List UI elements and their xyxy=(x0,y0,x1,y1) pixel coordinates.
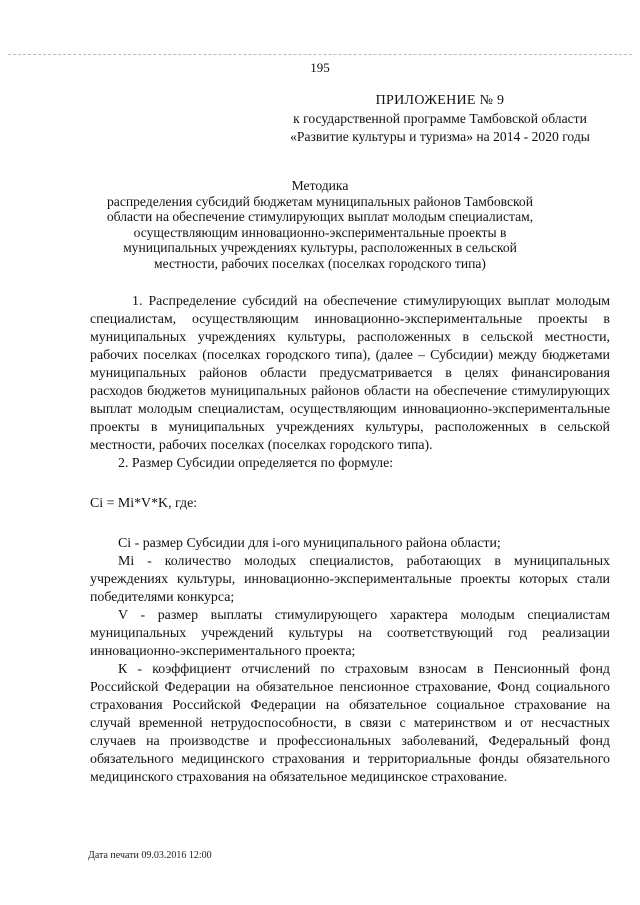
methodology-heading xyxy=(90,178,550,271)
appendix-line-2: «Развитие культуры и туризма» на 2014 - 2020 годы xyxy=(290,129,590,144)
methodology-subtitle-line: осуществляющим инновационно-экспериментальные проекты в xyxy=(133,224,507,240)
print-date: Дата печати 09.03.2016 12:00 xyxy=(88,850,212,861)
appendix-header xyxy=(250,92,630,146)
methodology-subtitle-line: муниципальных учреждениях культуры, расположенных в сельской xyxy=(123,240,517,255)
page-number: 195 xyxy=(310,60,330,75)
methodology-subtitle-line: области на обеспечение стимулирующих выплат молодым специалистам, xyxy=(106,209,534,224)
definition-v: V - размер выплаты стимулирующего характера молодым специалистам муниципальных учреждений культуры на соответствующий год реализации инновационно-экспериментального проекта; xyxy=(90,608,610,659)
methodology-title: Методика xyxy=(291,178,349,193)
methodology-subtitle-line: местности, рабочих поселках (поселках городского типа) xyxy=(154,255,486,271)
top-divider xyxy=(8,54,632,55)
document-body xyxy=(90,293,610,787)
appendix-line-1: к государственной программе Тамбовской области xyxy=(293,111,587,126)
paragraph-1: 1. Распределение субсидий на обеспечение стимулирующих выплат молодым специалистам, осуществляющим инновационно-экспериментальные проекты в муниципальных учреждениях культуры, расположенных в сельской местности, рабочих поселках (поселках городского типа), (далее – Субсидии) между бюджетами муниципальных районов области предусматривается в целях финансирования расходов бюджетов муниципальных районов области на обеспечение стимулирующих выплат молодым специалистам, осуществляющим инновационно-экспериментальные проекты в муниципальных учреждениях культуры, расположенных в сельской местности, рабочих поселках (поселках городского типа). xyxy=(90,294,610,453)
appendix-title: ПРИЛОЖЕНИЕ № 9 xyxy=(375,93,505,108)
definition-k: К - коэффициент отчислений по страховым взносам в Пенсионный фонд Российской Федерации на обязательное пенсионное страхование, Фонд социального страхования Российской Федерации на обязательное социальное страхование на случай временной нетрудоспособности, в связи с материнством и от несчастных случаев на производстве и профессиональных заболеваний, Федеральный фонд обязательного медицинского страхования и территориальные фонды обязательного медицинского страхования на обязательное медицинское страхование. xyxy=(90,662,610,785)
methodology-subtitle-line: распределения субсидий бюджетам муниципальных районов Тамбовской xyxy=(107,193,533,209)
definition-ci: Ci - размер Субсидии для i-ого муниципального района области; xyxy=(118,536,501,551)
definition-mi: Mi - количество молодых специалистов, работающих в муниципальных учреждениях культуры, инновационно-экспериментальные проекты которых стали победителями конкурса; xyxy=(90,554,610,605)
paragraph-2: 2. Размер Субсидии определяется по формуле: xyxy=(118,456,394,471)
formula: Ci = Mi*V*K, где: xyxy=(90,496,198,511)
